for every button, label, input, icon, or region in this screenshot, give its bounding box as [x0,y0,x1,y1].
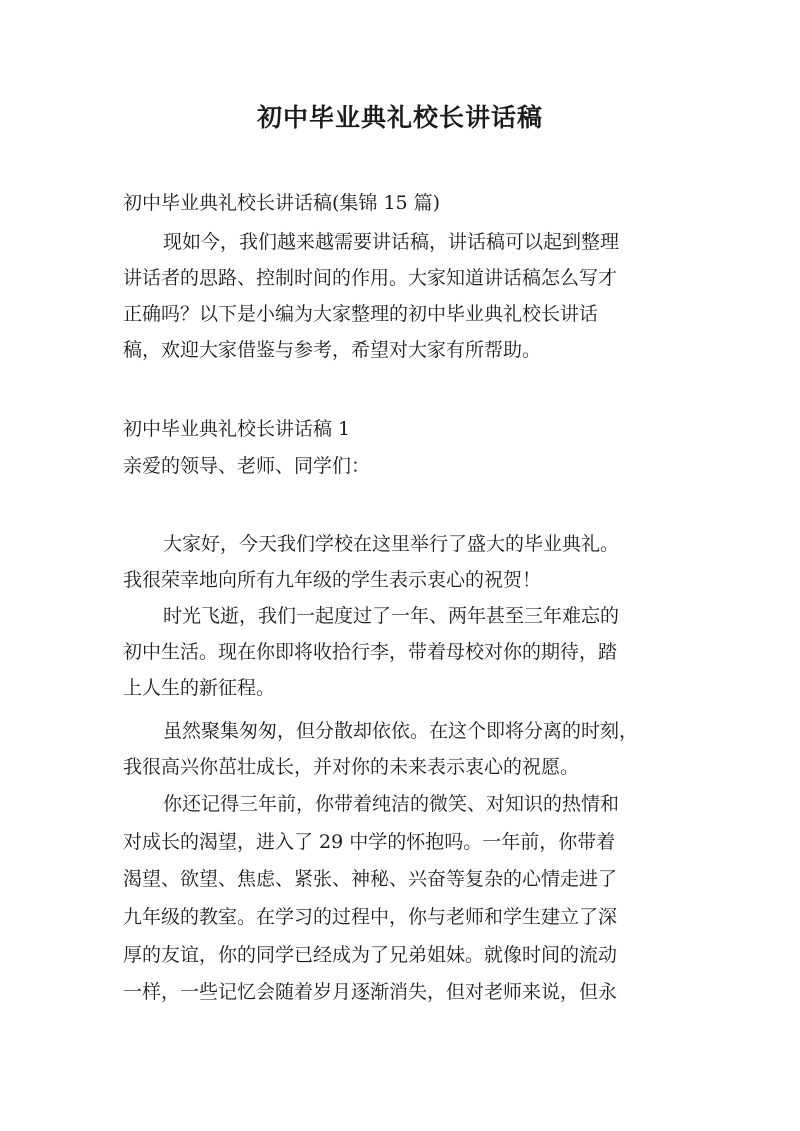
intro-line: 现如今，我们越来越需要讲话稿，讲话稿可以起到整理 [163,231,620,253]
section-heading: 初中毕业典礼校长讲话稿 1 [123,418,351,440]
document-title: 初中毕业典礼校长讲话稿 [256,103,543,132]
salutation-line: 亲爱的领导、老师、同学们： [123,455,371,477]
body-line: 渴望、欲望、焦虑、紧张、神秘、兴奋等复杂的心情走进了 [123,868,618,890]
body-line: 厚的友谊，你的同学已经成为了兄弟姐妹。就像时间的流动 [123,944,618,966]
intro-line: 稿，欢迎大家借鉴与参考，希望对大家有所帮助。 [123,339,542,361]
intro-line: 讲话者的思路、控制时间的作用。大家知道讲话稿怎么写才 [123,267,618,289]
subtitle-line: 初中毕业典礼校长讲话稿(集锦 15 篇) [123,192,441,214]
intro-line: 正确吗？以下是小编为大家整理的初中毕业典礼校长讲话 [123,303,599,325]
body-line: 大家好，今天我们学校在这里举行了盛大的毕业典礼。 [163,533,620,555]
body-line: 九年级的教室。在学习的过程中，你与老师和学生建立了深 [123,906,618,928]
body-line: 时光飞逝，我们一起度过了一年、两年甚至三年难忘的 [163,605,620,627]
body-line: 初中生活。现在你即将收拾行李，带着母校对你的期待，踏 [123,641,618,663]
body-line: 我很高兴你茁壮成长，并对你的未来表示衷心的祝愿。 [123,756,580,778]
body-line: 上人生的新征程。 [123,677,276,699]
body-line: 我很荣幸地向所有九年级的学生表示衷心的祝贺！ [123,569,542,591]
body-line: 虽然聚集匆匆，但分散却依依。在这个即将分离的时刻， [163,720,639,742]
body-line: 对成长的渴望，进入了 29 中学的怀抱吗。一年前，你带着 [123,831,616,853]
body-line: 一样，一些记忆会随着岁月逐渐消失，但对老师来说，但永 [123,981,618,1003]
body-line: 你还记得三年前，你带着纯洁的微笑、对知识的热情和 [163,793,620,815]
